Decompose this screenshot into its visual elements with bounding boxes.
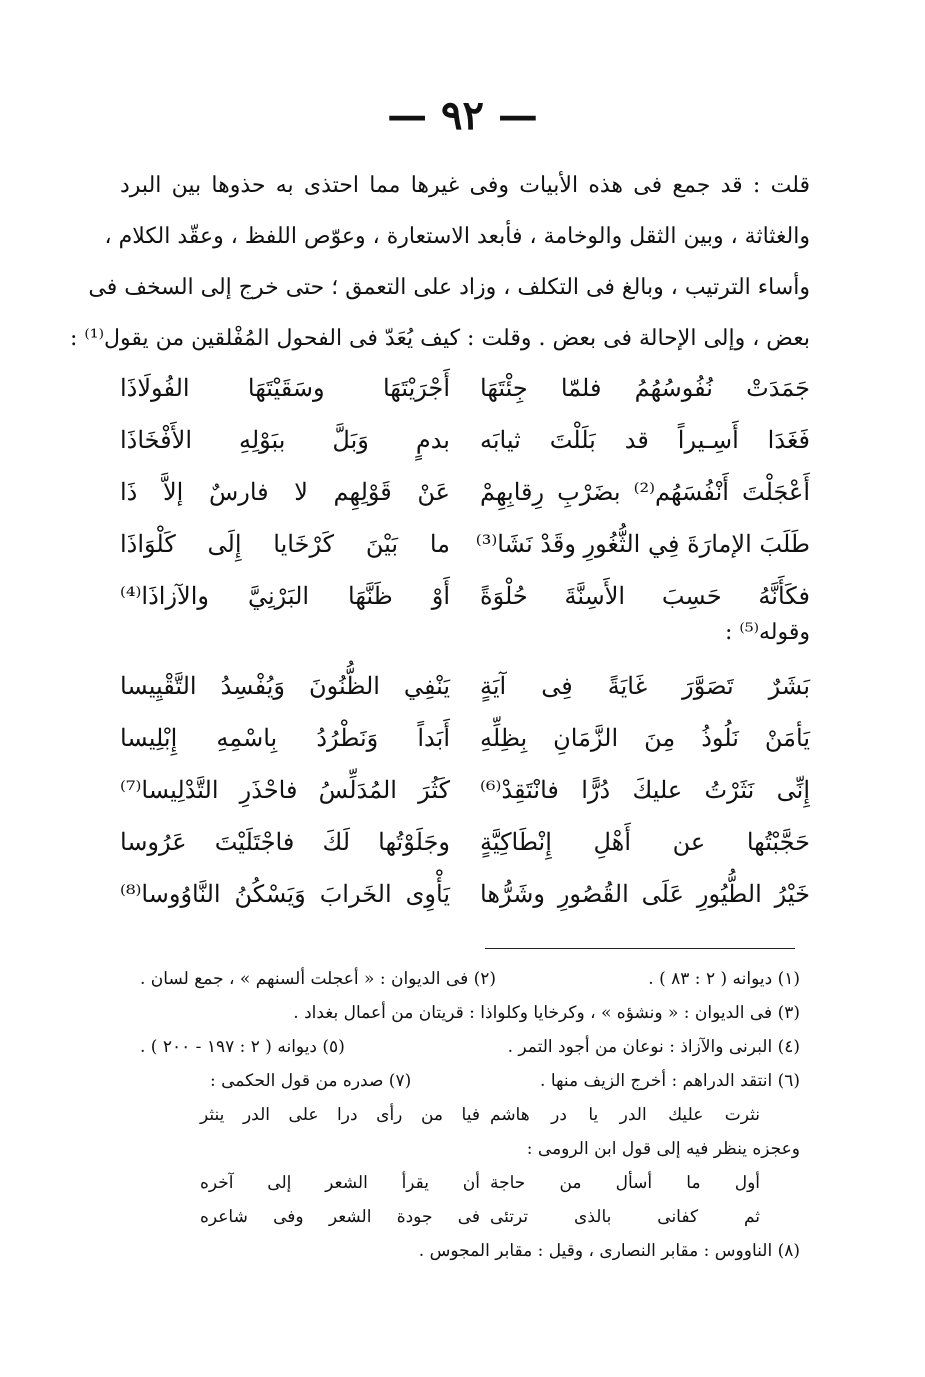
footnote-6: (٦) انتقد الدراهم : أخرج الزيف منها . [540, 1071, 800, 1091]
verse-first-hemistich: أَعْجَلْتَ أَنْفُسَهُم⁽²⁾ بضَرْبِ رِقابِهِمْ [480, 478, 810, 506]
verse-first-hemistich: جَمَدَتْ نُفُوسُهُمُ فلمّا جِئْتَهَا [480, 374, 810, 402]
verse [120, 872, 810, 924]
prose-line: وأساء الترتيب ، وبالغ فى التكلف ، وزاد على التعمق ؛ حتى خرج إلى السخف فى [88, 275, 810, 300]
verse [120, 716, 810, 768]
footnote-3: (٣) فى الديوان : « ونشؤه » ، وكرخايا وكلواذا : قريتان من أعمال بغداد . [293, 1003, 800, 1023]
footnote-line [140, 1030, 800, 1064]
verse-first-hemistich: خَيْرُ الطُّيُورِ عَلَى القُصُورِ وشَرُّها [480, 880, 810, 908]
verse-first-hemistich: حَجَّبْتُها عن أَهْلِ إِنْطَاكِيَّةٍ [480, 828, 810, 856]
footnote-line [140, 1234, 800, 1268]
footnote-7-continued: وعجزه ينظر فيه إلى قول ابن الرومى : [526, 1139, 800, 1159]
verse-second-hemistich: ما بَيْنَ كَرْخَايا إِلَى كَلْوَاذَا [120, 530, 450, 558]
verse [120, 366, 810, 418]
verse-second-hemistich: أَوْ ظَنَّهَا البَرْنِيَّ والآزاذَا⁽⁴⁾ [120, 582, 450, 610]
verse-second-hemistich: أن يقرأ الشعر إلى آخره [200, 1173, 480, 1193]
verse-first-hemistich: يَأمَنْ نَلُوذُ مِنَ الزَّمَانِ بِظِلِّهِ [480, 724, 810, 752]
footnote-5: (٥) ديوانه ( ٢ : ١٩٧ - ٢٠٠ ) . [140, 1037, 345, 1057]
verse-first-hemistich: إِنِّى نَثَرْتُ عليكَ دُرًّا فانْتَقِدْ⁽⁶⁾ [480, 776, 810, 804]
verse-first-hemistich: ثم كفانى بالذى ترتئى [490, 1207, 760, 1227]
footnote-verse [140, 1200, 800, 1234]
poem-2-intro: وقوله⁽⁵⁾ : [724, 620, 810, 645]
verse-second-hemistich: عَنْ قَوْلِهِم لا فارسٌ إلاَّ ذَا [120, 478, 450, 506]
footnote-line [140, 1132, 800, 1166]
footnote-line [140, 962, 800, 996]
verse-second-hemistich: فيا من رأى درا على الدر ينثر [200, 1105, 480, 1125]
footnote-divider [485, 948, 795, 949]
prose-line: قلت : قد جمع فى هذه الأبيات وفى غيرها مما احتذى به حذوها بين البرد [120, 173, 810, 198]
verse-first-hemistich: فكَأَنَّهُ حَسِبَ الأَسِنَّةَ حُلْوَةً [480, 582, 810, 610]
verse-first-hemistich: طَلَبَ الإمارَةَ فِي الثُّغُورِ وقَدْ نَشَا⁽³⁾ [475, 530, 810, 558]
verse-first-hemistich: نثرت عليك الدر يا در هاشم [490, 1105, 760, 1125]
prose-line: والغثاثة ، وبين الثقل والوخامة ، فأبعد الاستعارة ، وعوّص اللفظ ، وعقّد الكلام ، [104, 224, 810, 249]
footnote-2: (٢) فى الديوان : « أعجلت ألسنهم » ، جمع لسان . [140, 969, 497, 989]
verse-second-hemistich: يَأْوِى الخَرابَ وَيَسْكُنُ النَّاوُوسا⁽⁸⁾ [120, 880, 450, 908]
footnotes [140, 962, 800, 1268]
verse-second-hemistich: أَجْرَيْتَهَا وسَقَيْتَهَا الفُولَاذَا [120, 374, 450, 402]
prose-line: بعض ، وإلى الإحالة فى بعض . وقلت : كيف يُعَدّ فى الفحول المُفْلقين من يقول⁽¹⁾ : [69, 326, 810, 351]
verse-second-hemistich: يَنْفِي الظُّنُونَ وَيُفْسِدُ التَّقْيِيسا [120, 672, 450, 700]
prose-paragraph [69, 160, 810, 364]
footnote-8: (٨) الناووس : مقابر النصارى ، وقيل : مقابر المجوس . [418, 1241, 800, 1261]
footnote-1: (١) ديوانه ( ٢ : ٨٣ ) . [648, 969, 800, 989]
verse [120, 418, 810, 470]
page-number: — ٩٢ — [387, 92, 538, 139]
footnote-4: (٤) البرنى والآزاذ : نوعان من أجود التمر . [507, 1037, 800, 1057]
verse-second-hemistich: بدمٍ وَبَلَّ ببَوْلِهِ الأَفْخَاذَا [120, 426, 450, 454]
verse-second-hemistich: كَثُرَ المُدَلِّسُ فاحْذَرِ التَّدْلِيسا⁽⁷⁾ [120, 776, 450, 804]
verse-first-hemistich: فَغَدَا أَسِـيراً قد بَلَلْتَ ثيابَه [480, 426, 810, 454]
verse-second-hemistich: فى جودة الشعر وفى شاعره [200, 1207, 480, 1227]
footnote-line [140, 996, 800, 1030]
footnote-7: (٧) صدره من قول الحكمى : [210, 1071, 412, 1091]
verse-second-hemistich: أَبَداً وَنَطْرُدُ بِاسْمِهِ إِبْلِيسا [120, 724, 450, 752]
verse-first-hemistich: بَشَرٌ تَصَوَّرَ غَايَةً فِى آيَةٍ [480, 672, 810, 700]
verse [120, 470, 810, 522]
verse [120, 664, 810, 716]
footnote-verse [140, 1098, 800, 1132]
verse-first-hemistich: أول ما أسأل من حاجة [490, 1173, 760, 1193]
verse-second-hemistich: وجَلَوْتُها لَكَ فاجْتَلَيْتَ عَرُوسا [120, 828, 450, 856]
verse [120, 820, 810, 872]
poem-1 [120, 366, 810, 626]
footnote-verse [140, 1166, 800, 1200]
verse [120, 768, 810, 820]
verse [120, 574, 810, 626]
poem-2 [120, 664, 810, 924]
footnote-line [140, 1064, 800, 1098]
verse [120, 522, 810, 574]
